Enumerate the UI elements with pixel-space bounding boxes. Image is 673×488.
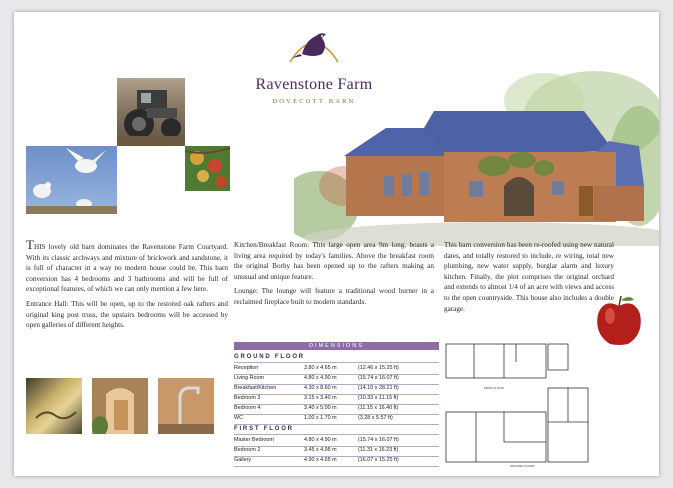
room-name: Reception bbox=[234, 365, 259, 371]
metric-size: 4.80 x 4.90 m bbox=[304, 437, 337, 443]
room-name: Bedroom 2 bbox=[234, 447, 261, 453]
first-floor-rule bbox=[234, 434, 439, 435]
doves-photo bbox=[26, 146, 117, 214]
intro-paragraph-1: HIS lovely old barn dominates the Ravenstone Farm Courtyard. With its classic archways and mixture of brickwork and sandstone, it is full of character in a way no modern house could be. This barn conversion has 4 bedrooms and 3 bathrooms and will be full of exceptional features, of which we can only mention a few here. bbox=[26, 243, 228, 294]
imperial-size: (15.74 x 16.07 ft) bbox=[358, 375, 399, 381]
metric-size: 4.30 x 8.60 m bbox=[304, 385, 337, 391]
metric-size: 3.40 x 5.00 m bbox=[304, 405, 337, 411]
metric-size: 3.15 x 3.40 m bbox=[304, 395, 337, 401]
dimension-row bbox=[234, 404, 439, 413]
brand-subtitle: DOVECOTT BARN bbox=[272, 98, 356, 105]
barn-watercolour-illustration bbox=[294, 56, 659, 246]
lounge-paragraph: Lounge: The lounge will feature a traditional wood burner in a reclaimed fireplace built to modern standards. bbox=[234, 287, 434, 306]
imperial-size: (16.07 x 15.25 ft) bbox=[358, 457, 399, 463]
dimension-row bbox=[234, 374, 439, 383]
stable-door-photo bbox=[92, 378, 148, 434]
floor-plans-drawing bbox=[444, 342, 594, 470]
dimension-row bbox=[234, 414, 439, 423]
metric-size: 3.45 x 4.95 m bbox=[304, 447, 337, 453]
row-divider bbox=[234, 424, 439, 425]
dimensions-header-bar: DIMENSIONS bbox=[234, 342, 439, 350]
room-name: WC bbox=[234, 415, 243, 421]
first-floor-heading: FIRST FLOOR bbox=[234, 426, 294, 432]
first-floor-plan-caption: FIRST FLOOR bbox=[484, 386, 504, 390]
brand-title: Ravenstone Farm bbox=[255, 76, 373, 93]
kitchen-tap-photo bbox=[158, 378, 214, 434]
carved-beam-photo bbox=[26, 378, 82, 434]
dimension-row bbox=[234, 436, 439, 445]
imperial-size: (12.46 x 15.25 ft) bbox=[358, 365, 399, 371]
dimension-row bbox=[234, 364, 439, 373]
intro-paragraph-2: Entrance Hall: This will be open, up to the restored oak rafters and original king post truss, the upstairs bedrooms will be accessed by open galleries of different heights. bbox=[26, 299, 228, 330]
metric-size: 4.90 x 4.65 m bbox=[304, 457, 337, 463]
imperial-size: (11.31 x 16.23 ft) bbox=[358, 447, 399, 453]
restoration-text-block bbox=[444, 240, 614, 318]
dimension-row bbox=[234, 384, 439, 393]
tractor-photo bbox=[117, 78, 185, 146]
restoration-paragraph: This barn conversion has been re-roofed using new natural dates, and totally restored to include, re wiring, total new plumbing, new water supply, burglar alarm and luxury kitchen. Finally, the plot comprises the original orchard and extends to almost 1/4 of an acre with views and access to the open countryside. This house also includes a double garage. bbox=[444, 241, 614, 313]
imperial-size: (11.15 x 16.40 ft) bbox=[358, 405, 399, 411]
room-name: Master Bedroom bbox=[234, 437, 274, 443]
kitchen-paragraph: Kitchen/Breakfast Room: This large open area 9m long, boasts a living area required by today's families. Above the breakfast room the original Borhy has been opened up to the rafters making an unusual and unique feature. bbox=[234, 241, 434, 281]
room-name: Bedroom 4 bbox=[234, 405, 261, 411]
dimension-row bbox=[234, 446, 439, 455]
dimension-row bbox=[234, 456, 439, 465]
intro-text-block bbox=[26, 237, 228, 335]
kitchen-lounge-text-block bbox=[234, 240, 434, 312]
ground-floor-heading: GROUND FLOOR bbox=[234, 354, 305, 360]
brochure-page bbox=[14, 12, 659, 476]
metric-size: 1.00 x 1.70 m bbox=[304, 415, 337, 421]
imperial-size: (3.28 x 5.57 ft) bbox=[358, 415, 393, 421]
room-name: Breakfast/Kitchen bbox=[234, 385, 277, 391]
row-divider bbox=[234, 466, 439, 467]
metric-size: 4.80 x 4.90 m bbox=[304, 375, 337, 381]
apple-icon bbox=[594, 294, 644, 346]
intro-dropcap: T bbox=[26, 237, 34, 252]
dimension-row bbox=[234, 394, 439, 403]
dimensions-table bbox=[234, 342, 439, 472]
room-name: Bedroom 3 bbox=[234, 395, 261, 401]
apples-tree-photo bbox=[185, 146, 230, 191]
room-name: Living Room bbox=[234, 375, 264, 381]
room-name: Gallery bbox=[234, 457, 252, 463]
imperial-size: (14.10 x 28.21 ft) bbox=[358, 385, 399, 391]
ground-floor-rule bbox=[234, 362, 439, 363]
metric-size: 3.80 x 4.65 m bbox=[304, 365, 337, 371]
ground-floor-plan-caption: GROUND FLOOR bbox=[510, 464, 535, 468]
imperial-size: (15.74 x 16.07 ft) bbox=[358, 437, 399, 443]
imperial-size: (10.33 x 11.15 ft) bbox=[358, 395, 399, 401]
